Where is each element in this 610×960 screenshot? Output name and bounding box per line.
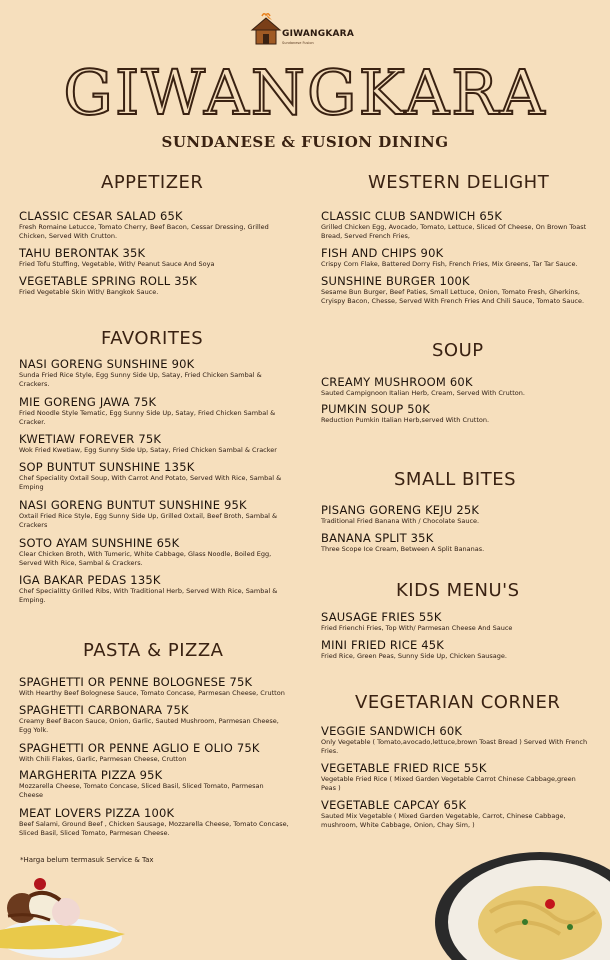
section-title-western: WESTERN DELIGHT [368, 172, 550, 193]
item-desc: Clear Chicken Broth, With Tumeric, White Cabbage, Glass Noodle, Boiled Egg, Served With Rice, Sambal & Crackers. [19, 550, 272, 567]
section-title-soup: SOUP [432, 340, 484, 361]
item-name: NASI GORENG SUNSHINE 90K [19, 357, 195, 371]
menu-title: GIWANGKARA [63, 56, 547, 129]
menu-item [19, 274, 289, 297]
menu-item [321, 209, 591, 241]
menu-item [321, 274, 606, 306]
menu-item [321, 610, 591, 633]
item-name: IGA BAKAR PEDAS 135K [19, 573, 161, 587]
item-name: MIE GORENG JAWA 75K [19, 395, 157, 409]
menu-item [321, 724, 591, 756]
item-desc: Fried Tofu Stuffing, Vegetable, With/ Peanut Sauce And Soya [19, 260, 215, 268]
menu-item [19, 395, 289, 427]
section-title-vegetarian: VEGETARIAN CORNER [355, 692, 561, 713]
item-name: VEGETABLE SPRING ROLL 35K [19, 274, 197, 288]
logo-subtext: Sundanese Fusion [282, 41, 314, 45]
item-name: VEGGIE SANDWICH 60K [321, 724, 463, 738]
menu-item [19, 573, 289, 605]
item-name: CLASSIC CLUB SANDWICH 65K [321, 209, 503, 223]
item-name: TAHU BERONTAK 35K [19, 246, 146, 260]
item-desc: Oxtail Fried Rice Style, Egg Sunny Side Up, Grilled Oxtail, Beef Broth, Sambal & Crackers [19, 512, 278, 529]
item-desc: Beef Salami, Ground Beef , Chicken Sausage, Mozzarella Cheese, Tomato Concase, Sliced Basil, Sliced Tomato, Parmesan Cheese. [19, 820, 289, 837]
brand-logo [250, 12, 362, 48]
menu-item [321, 375, 591, 398]
item-name: FISH AND CHIPS 90K [321, 246, 444, 260]
item-name: SUNSHINE BURGER 100K [321, 274, 470, 288]
menu-item [19, 498, 289, 530]
menu-item [19, 432, 289, 455]
menu-item [321, 761, 591, 793]
menu-item [321, 246, 606, 269]
item-desc: Fried Vegetable Skin With/ Bangkok Sauce. [19, 288, 159, 296]
menu-item [19, 675, 304, 698]
menu-subtitle: SUNDANESE & FUSION DINING [161, 133, 449, 151]
item-name: VEGETABLE FRIED RICE 55K [321, 761, 487, 775]
menu-item [19, 357, 289, 389]
item-desc: Mozzarella Cheese, Tomato Concase, Sliced Basil, Sliced Tomato, Parmesan Cheese [19, 782, 264, 799]
item-name: SOTO AYAM SUNSHINE 65K [19, 536, 180, 550]
section-title-favorites: FAVORITES [101, 328, 204, 349]
item-name: BANANA SPLIT 35K [321, 531, 434, 545]
item-name: SPAGHETTI OR PENNE AGLIO E OLIO 75K [19, 741, 260, 755]
menu-item [19, 768, 289, 800]
section-title-small-bites: SMALL BITES [394, 469, 516, 490]
section-title-pasta-pizza: PASTA & PIZZA [83, 640, 224, 661]
item-name: SPAGHETTI CARBONARA 75K [19, 703, 189, 717]
section-title-kids: KIDS MENU'S [396, 580, 520, 601]
menu-item [321, 503, 591, 526]
item-desc: Creamy Beef Bacon Sauce, Onion, Garlic, Sauted Mushroom, Parmesan Cheese, Egg Yolk. [19, 717, 279, 734]
item-desc: Vegetable Fried Rice ( Mixed Garden Vegetable Carrot Chinese Cabbage,green Peas ) [321, 775, 576, 792]
item-desc: Crispy Corn Flake, Battered Dorry Fish, French Fries, Mix Greens, Tar Tar Sauce. [321, 260, 578, 268]
item-name: SOP BUNTUT SUNSHINE 135K [19, 460, 195, 474]
menu-item [321, 402, 591, 425]
banana-split-photo [0, 868, 130, 960]
item-name: PUMKIN SOUP 50K [321, 402, 430, 416]
menu-item [19, 209, 289, 241]
item-desc: Sauted Campignoon Italian Herb, Cream, Served With Crutton. [321, 389, 525, 397]
item-desc: Grilled Chicken Egg, Avocado, Tomato, Lettuce, Sliced Of Cheese, On Brown Toast Bread, Served French Fries, [321, 223, 587, 240]
item-name: VEGETABLE CAPCAY 65K [321, 798, 467, 812]
item-desc: Three Scope Ice Cream, Between A Split Bananas. [321, 545, 485, 553]
item-desc: Wok Fried Kwetiaw, Egg Sunny Side Up, Satay, Fried Chicken Sambal & Cracker [19, 446, 277, 454]
item-desc: Fried Rice, Green Peas, Sunny Side Up, Chicken Sausage. [321, 652, 507, 660]
item-name: CREAMY MUSHROOM 60K [321, 375, 473, 389]
item-name: MEAT LOVERS PIZZA 100K [19, 806, 175, 820]
item-name: MARGHERITA PIZZA 95K [19, 768, 163, 782]
item-desc: Chef Speciality Oxtail Soup, With Carrot And Potato, Served With Rice, Sambal & Emping [19, 474, 282, 491]
item-name: MINI FRIED RICE 45K [321, 638, 445, 652]
menu-item [321, 798, 591, 830]
section-title-appetizer: APPETIZER [101, 172, 204, 193]
item-name: SAUSAGE FRIES 55K [321, 610, 442, 624]
menu-item [321, 638, 591, 661]
item-desc: Sauted Mix Vegetable ( Mixed Garden Vegetable, Carrot, Chinese Cabbage, mushroom, White Cabbage, Onion, Chay Sim, ) [321, 812, 566, 829]
item-desc: Reduction Pumkin Italian Herb,served With Crutton. [321, 416, 490, 424]
menu-item [19, 703, 289, 735]
item-name: SPAGHETTI OR PENNE BOLOGNESE 75K [19, 675, 253, 689]
item-desc: Sesame Bun Burger, Beef Paties, Small Lettuce, Onion, Tomato Fresh, Gherkins, Cryispy Bacon, Chesse, Served With French Fries And Chili Sauce, Tomato Sauce. [321, 288, 585, 305]
menu-item [19, 741, 304, 764]
item-desc: Sunda Fried Rice Style, Egg Sunny Side Up, Satay, Fried Chicken Sambal & Crackers. [19, 371, 262, 388]
item-desc: Chef Specialitty Grilled Ribs, With Traditional Herb, Served With Rice, Sambal & Emping. [19, 587, 278, 604]
menu-item [321, 531, 591, 554]
item-name: NASI GORENG BUNTUT SUNSHINE 95K [19, 498, 247, 512]
spaghetti-photo [430, 842, 610, 960]
item-desc: Fresh Romaine Letucce, Tomato Cherry, Beef Bacon, Cessar Dressing, Grilled Chicken, Served With Crutton. [19, 223, 269, 240]
menu-item [19, 806, 289, 838]
item-desc: With Hearthy Beef Bolognese Sauce, Tomato Concase, Parmesan Cheese, Crutton [19, 689, 285, 697]
item-desc: Fried Noodle Style Tematic, Egg Sunny Side Up, Satay, Fried Chicken Sambal & Cracker. [19, 409, 276, 426]
tax-note: *Harga belum termasuk Service & Tax [20, 856, 154, 864]
item-name: PISANG GORENG KEJU 25K [321, 503, 480, 517]
item-name: CLASSIC CESAR SALAD 65K [19, 209, 183, 223]
hut-logo-icon [250, 12, 282, 48]
logo-text: GIWANGKARA [282, 29, 354, 39]
item-desc: With Chili Flakes, Garlic, Parmesan Cheese, Crutton [19, 755, 187, 763]
item-desc: Traditional Fried Banana With / Chocolate Sauce. [321, 517, 480, 525]
menu-item [19, 536, 289, 568]
menu-item [19, 460, 289, 492]
item-name: KWETIAW FOREVER 75K [19, 432, 162, 446]
menu-item [19, 246, 289, 269]
item-desc: Fried Frienchi Fries, Top With/ Parmesan Cheese And Sauce [321, 624, 513, 632]
item-desc: Only Vegetable ( Tomato,avocado,lettuce,brown Toast Bread ) Served With French Fries. [321, 738, 588, 755]
